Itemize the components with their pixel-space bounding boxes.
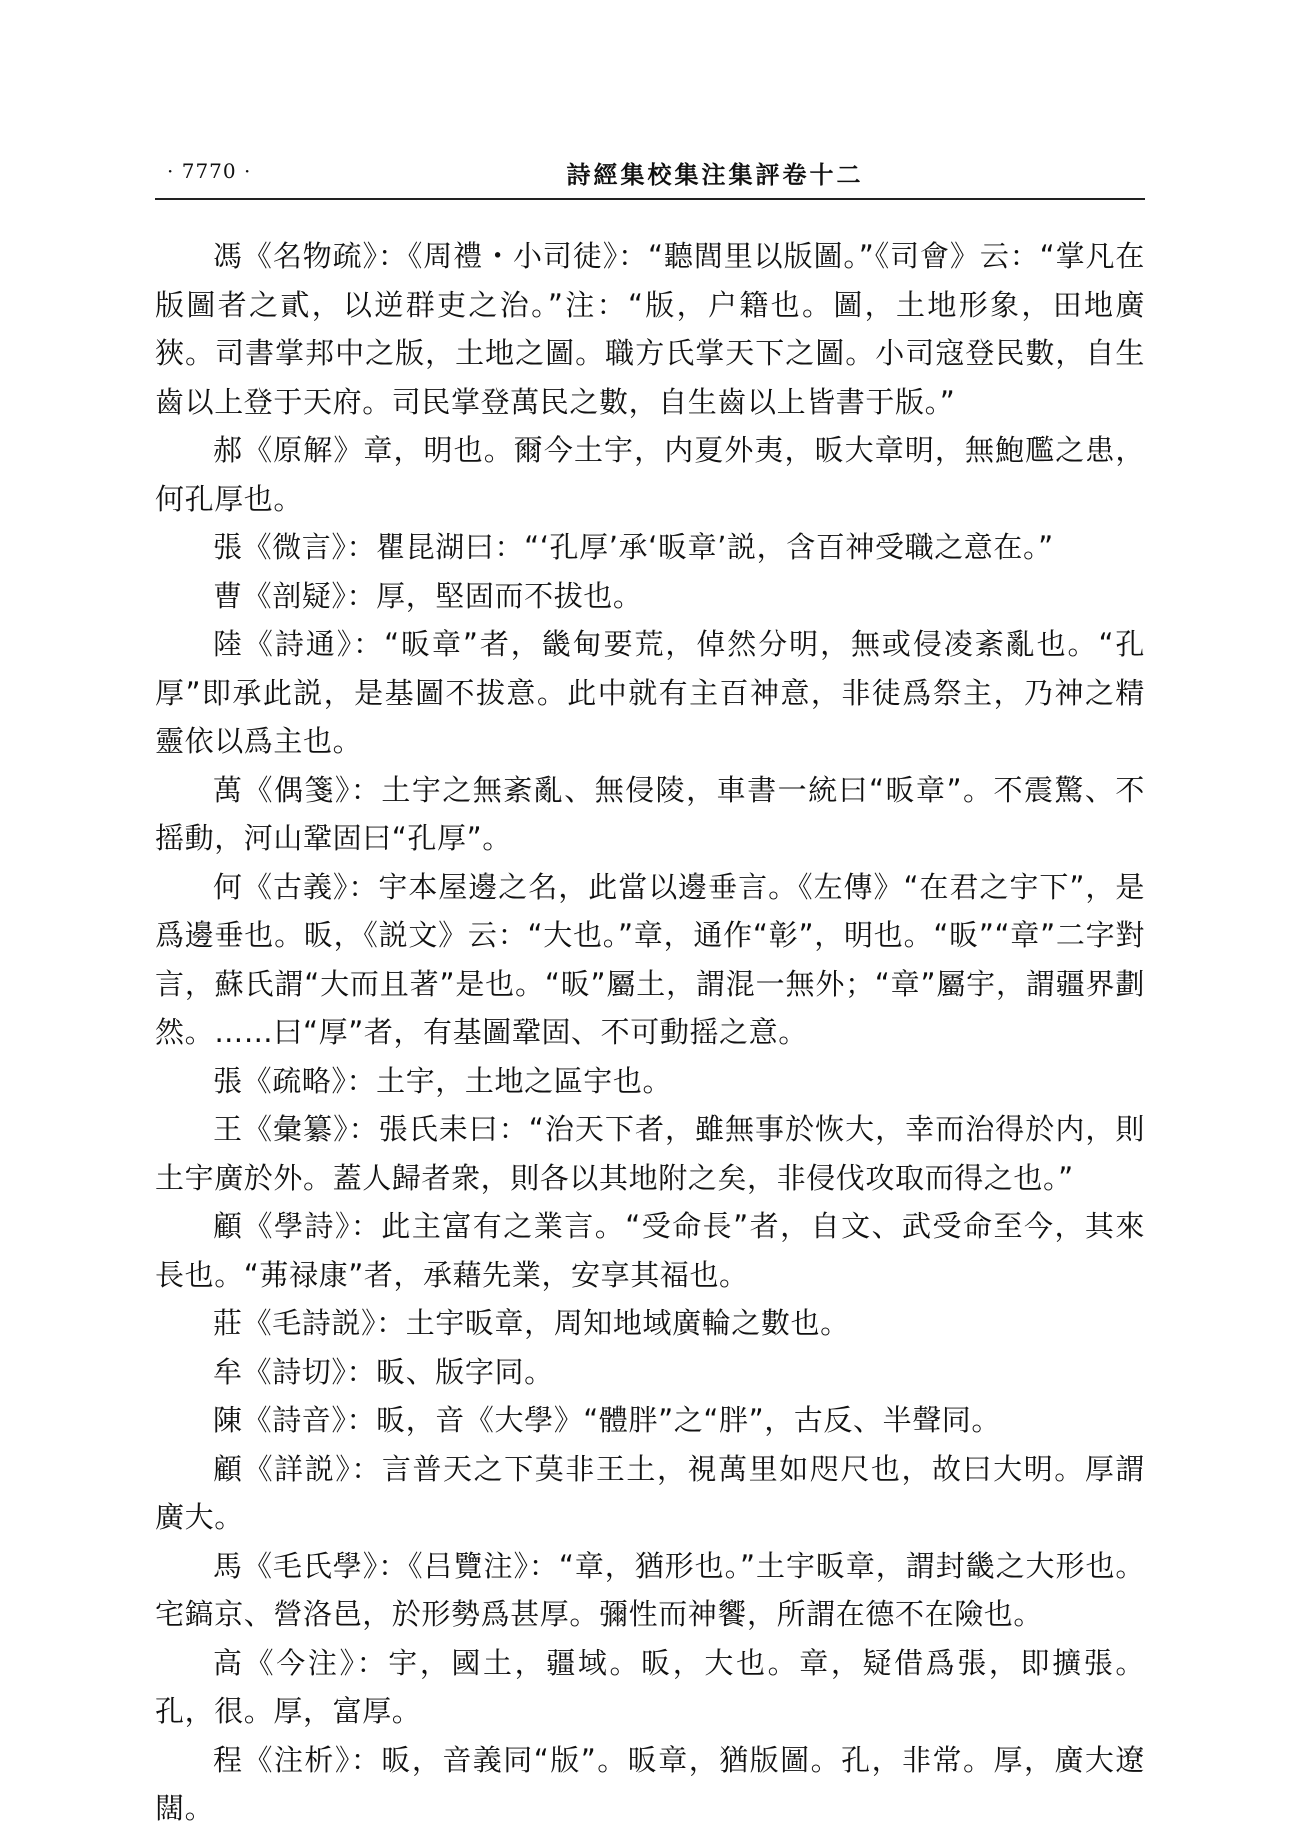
commentary-entry: 張《疏略》：土宇，土地之區宇也。 (213, 1063, 673, 1098)
commentary-entry: 馮《名物疏》：《周禮・小司徒》：“聽閭里以版圖。”《司會》云：“掌凡在版圖者之貳，以逆群吏之治。”注：“版，户籍也。圖，土地形象，田地廣狹。司書掌邦中之版，土地之圖。職方氏掌天下之圖。小司寇登民數，自生齒以上登于天府。司民掌登萬民之數，自生齒以上皆書于版。” (155, 239, 1145, 419)
commentary-entry: 莊《毛詩説》：土宇昄章，周知地域廣輪之數也。 (213, 1306, 850, 1340)
page-number: · 7770 · (167, 159, 252, 183)
commentary-entry: 顧《詳説》：言普天之下莫非王土，視萬里如咫尺也，故曰大明。厚謂廣大。 (155, 1451, 1145, 1534)
commentary-entry: 程《注析》：昄，音義同“版”。昄章，猶版圖。孔，非常。厚，廣大遼闊。 (155, 1742, 1145, 1825)
commentary-entry: 馬《毛氏學》：《吕覽注》：“章，猶形也。”土宇昄章，謂封畿之大形也。宅鎬京、營洛邑，於形勢爲甚厚。彌性而神饗，所謂在德不在險也。 (155, 1548, 1145, 1631)
running-header (155, 155, 1145, 195)
running-title: 詩經集校集注集評卷十二 (566, 161, 864, 189)
body-text (155, 232, 1145, 1833)
commentary-entry: 顧《學詩》：此主富有之業言。“受命長”者，自文、武受命至今，其來長也。“茀禄康”者，承藉先業，安享其福也。 (155, 1209, 1145, 1292)
commentary-entry: 陸《詩通》：“昄章”者，畿甸要荒，倬然分明，無或侵凌紊亂也。“孔厚”即承此説，是基圖不拔意。此中就有主百神意，非徒爲祭主，乃神之精靈依以爲主也。 (155, 627, 1145, 758)
commentary-entry: 何《古義》：宇本屋邊之名，此當以邊垂言。《左傳》“在君之宇下”，是爲邊垂也。昄，《説文》云：“大也。”章，通作“彰”，明也。“昄”“章”二字對言，蘇氏謂“大而且著”是也。“昄”屬土，謂混一無外；“章”屬宇，謂疆界劃然。……曰“厚”者，有基圖鞏固、不可動摇之意。 (155, 869, 1145, 1049)
commentary-entry: 萬《偶箋》：土宇之無紊亂、無侵陵，車書一統曰“昄章”。不震驚、不摇動，河山鞏固曰“孔厚”。 (155, 772, 1145, 855)
commentary-entry: 曹《剖疑》：厚，堅固而不拔也。 (213, 578, 643, 613)
commentary-entry: 牟《詩切》：昄、版字同。 (213, 1354, 554, 1389)
commentary-entry: 高《今注》：宇，國土，疆域。昄，大也。章，疑借爲張，即擴張。孔，很。厚，富厚。 (155, 1645, 1145, 1728)
commentary-entry: 王《彙纂》：張氏耒曰：“治天下者，雖無事於恢大，幸而治得於内，則土宇廣於外。蓋人歸者衆，則各以其地附之矣，非侵伐攻取而得之也。” (155, 1112, 1145, 1195)
commentary-entry: 張《微言》：瞿昆湖曰：“‘孔厚’承‘昄章’説，含百神受職之意在。” (213, 530, 1054, 564)
commentary-entry: 郝《原解》章，明也。爾今土宇，内夏外夷，昄大章明，無鮑尶之患，何孔厚也。 (155, 433, 1145, 516)
header-rule (155, 198, 1145, 200)
commentary-entry: 陳《詩音》：昄，音《大學》“體胖”之“胖”，古反、半聲同。 (213, 1403, 1001, 1437)
